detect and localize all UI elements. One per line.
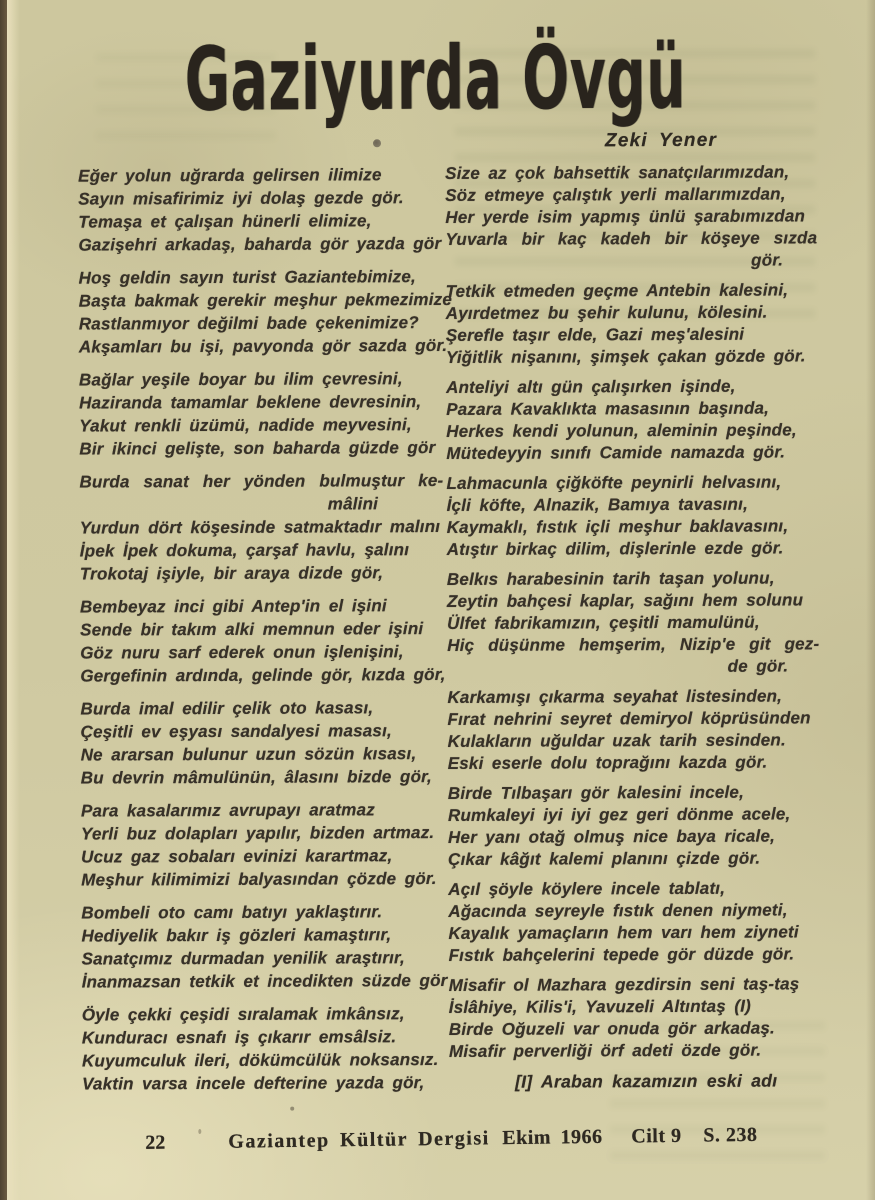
poem-line: Bembeyaz inci gibi Antep'in el işini	[79, 596, 387, 617]
poem-line: Trokotaj işiyle, bir araya dizde gör,	[79, 563, 384, 584]
page-edge-right	[866, 0, 875, 1200]
poem-line: Zeytin bahçesi kaplar, sağını hem solunu	[446, 590, 804, 611]
poem-line: Öyle çekki çeşidi sıralamak imkânsız,	[81, 1004, 405, 1025]
stanza	[447, 685, 839, 775]
poem-line: Tetkik etmeden geçme Antebin kalesini,	[445, 280, 789, 301]
poem-line: Atıştır birkaç dilim, dişlerinle ezde gör.	[446, 538, 784, 559]
poem-line: Fıstık bahçelerini tepede gör düzde gör.	[448, 944, 795, 965]
poem-line: Söz etmeye çalıştık yerli mallarımızdan,	[445, 184, 786, 205]
poem-line: Bir ikinci gelişte, son baharda güzde gör	[79, 438, 436, 459]
poem-line: Belkıs harabesinin tarih taşan yolunu,	[446, 568, 775, 589]
poem-line: Vaktin varsa incele defterine yazda gör,	[82, 1073, 425, 1094]
poem-line: Birde Tılbaşarı gör kalesini incele,	[447, 782, 745, 803]
poem-line: Çıkar kâğıt kalemi planını çizde gör.	[448, 848, 761, 869]
stanza	[82, 1002, 440, 1096]
stanza	[79, 367, 437, 461]
poem-line: İçli köfte, Alnazik, Bamıya tavasını,	[446, 494, 749, 515]
poem-line: Şerefle taşır elde, Gazi meş'alesini	[445, 324, 745, 345]
poem-line: Burda sanat her yönden bulmuştur ke-	[79, 470, 444, 492]
stanza	[80, 696, 438, 790]
poem-line: İslâhiye, Kilis'i, Yavuzeli Altıntaş (I)	[448, 996, 752, 1017]
poem-line: Ayırdetmez bu şehir kulunu, kölesini.	[445, 302, 768, 323]
poem-line: Kulakların uğuldar uzak tarih sesinden.	[447, 730, 786, 751]
poem-line: Bombeli oto camı batıyı yaklaştırır.	[81, 902, 383, 923]
poem-line: Yuvarla bir kaç kadeh bir köşeye sızda	[445, 228, 818, 249]
poem-line: Göz nuru sarf ederek onun işlenişini,	[80, 642, 404, 663]
poem-line: Sayın misafirimiz iyi dolaş gezde gör.	[78, 188, 404, 209]
poem-column-left	[78, 163, 453, 1106]
poem-line: Yiğitlik nişanını, şimşek çakan gözde gör.	[445, 346, 806, 367]
poem-line: Rumkaleyi iyi iyi gez geri dönme acele,	[447, 804, 791, 825]
ornament-dot	[373, 139, 381, 147]
poem-title	[0, 26, 873, 132]
poem-line: Meşhur kilimimizi balyasından çözde gör.	[81, 869, 437, 890]
paper-speck	[198, 1129, 201, 1134]
poem-line: Kuyumculuk ileri, dökümcülük noksansız.	[81, 1050, 439, 1071]
paper-speck	[290, 1107, 294, 1111]
poem-line: Lahmacunla çiğköfte peynirli helvasını,	[446, 472, 782, 493]
poem-line: Bu devrin mâmulünün, âlasını bizde gör,	[80, 767, 432, 788]
poem-line: Herkes kendi yolunun, aleminin peşinde,	[446, 420, 797, 441]
poem-line: Para kasalarımız avrupayı aratmaz	[80, 800, 375, 821]
poem-line: Gazişehri arkadaş, baharda gör yazda gör	[78, 233, 442, 255]
poem-line: Misafir perverliği örf adeti özde gör.	[448, 1040, 762, 1061]
poem-line: Yurdun dört köşesinde satmaktadır malını	[79, 516, 441, 538]
poem-line: de gör.	[727, 656, 789, 676]
poem-line: Hoş geldin sayın turist Gaziantebimize,	[78, 267, 416, 288]
poem-line: Size az çok bahsettik sanatçılarımızdan,	[445, 162, 790, 183]
footnote: [I] Araban kazamızın eski adı	[515, 1070, 778, 1092]
poem-line: Sanatçımız durmadan yenilik araştırır,	[81, 948, 405, 969]
poem-line: Bağlar yeşile boyar bu ilim çevresini,	[78, 369, 403, 390]
poem-line: Ülfet fabrikamızın, çeşitli mamulünü,	[447, 612, 760, 633]
page-footer	[2, 1122, 875, 1161]
stanza	[79, 469, 444, 586]
poem-line: Her yanı otağ olmuş nice baya ricale,	[447, 826, 776, 847]
poem-line: Birde Oğuzeli var onuda gör arkadaş.	[448, 1018, 775, 1039]
poem-line: Ağacında seyreyle fıstık denen niymeti,	[448, 900, 788, 921]
stanza	[81, 798, 439, 892]
poem-line: Başta bakmak gerekir meşhur pekmezimize	[78, 289, 453, 311]
poem-line: Misafir ol Mazhara gezdirsin seni taş-taş	[448, 974, 800, 995]
stanza	[445, 161, 837, 273]
poem-line: Ucuz gaz sobaları evinizi karartmaz,	[81, 846, 393, 867]
poem-line: Hediyelik bakır iş gözleri kamaştırır,	[81, 925, 392, 946]
poem-line: mâlini	[327, 494, 379, 514]
poem-line: Sende bir takım alki memnun eder işini	[80, 619, 424, 640]
poem-line: İpek İpek dokuma, çarşaf havlu, şalını	[79, 540, 410, 561]
page-edge-shadow	[0, 0, 7, 1200]
poem-title-text: Gaziyurda Övgü	[184, 26, 687, 132]
poem-column-right-stanzas	[445, 161, 841, 1063]
poem-line: Kayalık yamaçların hem varı hem ziyneti	[448, 922, 799, 943]
footer-volume: Cilt 9	[631, 1124, 682, 1148]
poem-line: Mütedeyyin sınıfı Camide namazda gör.	[446, 442, 786, 463]
poem-line: Her yerde isim yapmış ünlü şarabımızdan	[445, 206, 806, 227]
stanza	[448, 877, 840, 967]
stanza	[78, 163, 442, 257]
poem-line: Kunduracı esnafı iş çıkarır emsâlsiz.	[81, 1027, 397, 1048]
poem-line: Gergefinin ardında, gelinde gör, kızda gör,	[80, 664, 446, 686]
poem-line: Pazara Kavaklıkta masasının başında,	[446, 398, 770, 419]
poem-line: Burda imal edilir çelik oto kasası,	[80, 698, 374, 719]
poem-line: Akşamları bu işi, pavyonda gör sazda gör.	[78, 335, 448, 357]
footer-journal-name: Gaziantep Kültür Dergisi	[228, 1127, 490, 1153]
poem-line: Haziranda tamamlar beklene devresinin,	[79, 392, 422, 413]
poem-line: Eski eserle dolu toprağını kazda gör.	[447, 752, 768, 773]
poem-line: Anteliyi altı gün çalışırken işinde,	[446, 376, 736, 397]
poem-line: Hiç düşünme hemşerim, Nizip'e git gez-	[447, 634, 820, 655]
poem-line: Temaşa et çalışan hünerli elimize,	[78, 211, 372, 232]
poem-line: İnanmazsan tetkik et incedikten süzde gör	[81, 970, 448, 992]
author-name: Zeki Yener	[604, 129, 718, 152]
poem-line: Fırat nehrini seyret demiryol köprüsünden	[447, 708, 811, 729]
stanza	[448, 781, 840, 871]
footer-page-number: 22	[145, 1131, 166, 1154]
poem-line: gör.	[751, 250, 784, 270]
poem-line: Çeşitli ev eşyası sandalyesi masası,	[80, 721, 392, 742]
poem-line: Rastlanmıyor değilmi bade çekenimize?	[78, 313, 419, 334]
footer-page-ref: S. 238	[703, 1123, 758, 1147]
poem-column-right	[445, 161, 841, 1093]
stanza	[81, 900, 448, 994]
stanza	[79, 594, 446, 688]
poem-line: Yerli buz dolapları yapılır, bizden artmaz.	[80, 823, 435, 844]
poem-line: Ne ararsan bulunur uzun sözün kısası,	[80, 744, 417, 765]
stanza	[446, 375, 838, 465]
poem-line: Yakut renkli üzümü, nadide meyvesini,	[79, 415, 412, 436]
stanza	[447, 567, 839, 679]
page-edge-highlight	[7, 0, 20, 1200]
stanza	[446, 471, 838, 561]
footer-issue-date: Ekim 1966	[502, 1125, 603, 1150]
poem-line: Açıl şöyle köylere incele tablatı,	[448, 878, 726, 899]
poem-line: Eğer yolun uğrarda gelirsen ilimize	[78, 165, 382, 186]
stanza	[449, 973, 841, 1063]
poem-line: Kaymaklı, fıstık içli meşhur baklavasını,	[446, 516, 789, 537]
poem-line: Karkamışı çıkarma seyahat listesinden,	[447, 686, 783, 707]
stanza	[78, 265, 453, 359]
stanza	[446, 279, 838, 369]
